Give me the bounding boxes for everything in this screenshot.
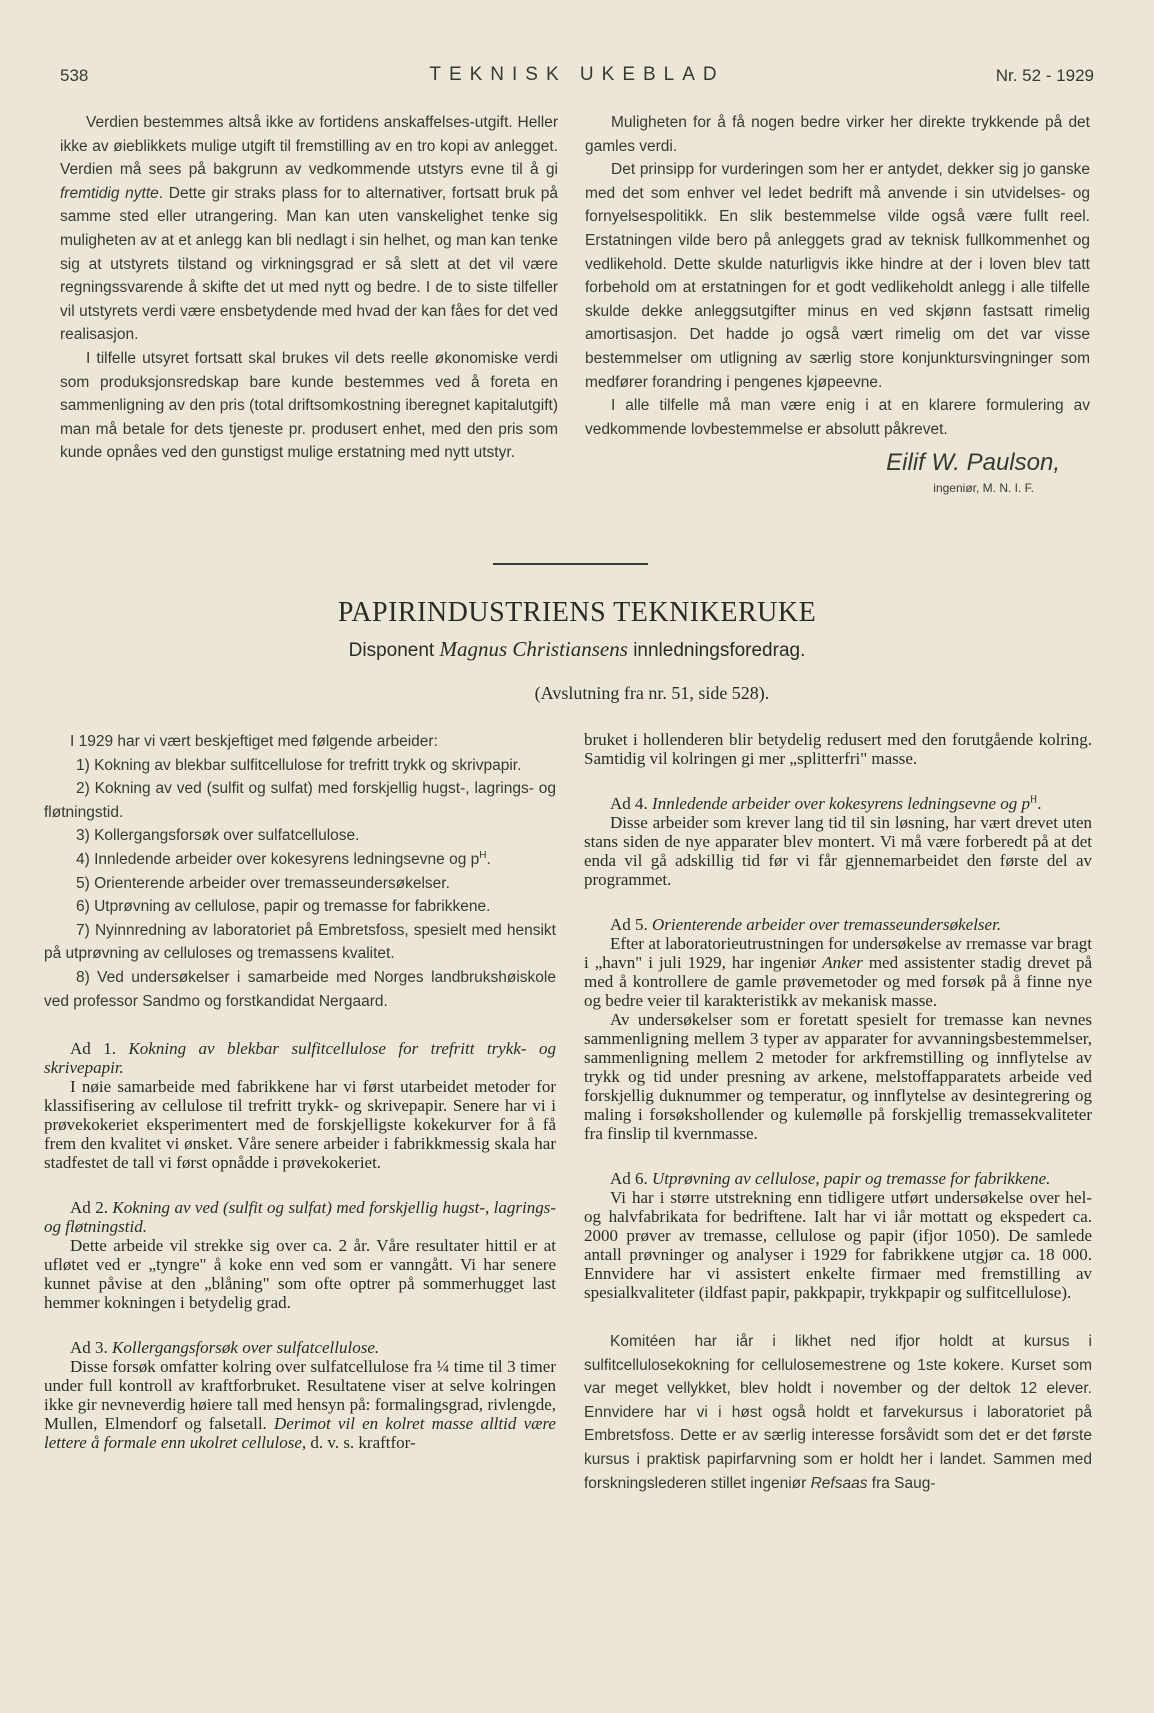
article-left-column [44,730,556,1452]
list-item: 8) Ved undersøkelser i samarbeide med Norges landbrukshøiskole ved professor Sandmo og forstkandidat Nergaard. [44,968,556,1010]
paragraph: Dette arbeide vil strekke sig over ca. 2 år. Våre resultater hittil er at ufløtet ved er „tyngre" å koke enn ved som er vanngått. Vi har senere kunnet påvise at den „blåning" som ofte optrer på sommerhugget last hemmer kokningen i betydelig grad. [44,1236,556,1313]
paragraph: I alle tilfelle må man være enig i at en klarere formulering av vedkommende lovbestemmelse er absolutt påkrevet. [585,397,1090,438]
issue-number: Nr. 52 - 1929 [995,66,1094,85]
page-header [60,66,1094,96]
paragraph: Vi har i større utstrekning enn tidligere utført undersøkelse over hel- og halvfabrikata for bedriftene. Ialt har vi iår mottatt og ekspedert ca. 2000 prøver av tremasse, cellulose og papir (ifjor 1050). De samlede antall prøvninger og analyser i 1929 for fabrikkene utgjør ca. 18 000. Ennvidere har vi assistert enkelte firmaer med fremstilling av spesialkvaliteter (ildfast papir, pakkpapir, trykkpapir og sulfitcellulose). [584,1188,1092,1302]
list-item: 1) Kokning av blekbar sulfitcellulose for trefritt trykk og skrivpapir. [76,756,522,774]
paragraph: Disse arbeider som krever lang tid til sin løsning, har vært drevet uten stans siden de nye apparater blev montert. Vi må være forberedt på at det enda vil gå adskillig tid før vi får gjennemarbeidet den første del av programmet. [584,813,1092,889]
section-divider [493,563,648,565]
section-heading: Ad 6. Utprøvning av cellulose, papir og tremasse for fabrikkene. [610,1169,1051,1188]
previous-article-left-column [60,111,558,465]
paragraph: Komitéen har iår i likhet ned ifjor holdt at kursus i sulfitcellulosekokning for cellulosemestrene og 1ste kokere. Kurset som var meget vellykket, blev holdt i november og der deltok 12 elever. Ennvidere har vi i høst også holdt et farvekursus i laboratoriet på Embretsfoss. Dette er av særlig interesse forsåvidt som det er det første kursus i praktisk papirfarvning som er holdt her i landet. Sammen med forskningslederen stillet ingeniør Refsaas fra Saug- [584,1333,1092,1492]
section-heading: Ad 4. Innledende arbeider over kokesyrens ledningsevne og $p^H$. [610,794,1042,813]
previous-article-right-column [585,111,1090,501]
author-signature: Eilif W. Paulson, [886,449,1060,477]
work-list [44,730,556,1013]
paragraph: Av undersøkelser som er foretatt spesielt for tremasse kan nevnes sammenligning mellem 3 typer av apparater for avvanningsbestemmelser, sammenligning mellem 2 metoder for arkfremstilling og innflytelse av trykk og tid under presning av arkene, melstoffapparatets arbeide ved forskjellig duknummer og temperatur, og innflytelse av desintegrering og maling i forsøkshollender og kulemølle på forskjellig tremassekvaliteter fra finslip til kvernmasse. [584,1010,1092,1143]
list-item: 3) Kollergangsforsøk over sulfatcellulose. [76,827,360,845]
paragraph: Muligheten for å få nogen bedre virker her direkte trykkende på det gamles verdi. [585,114,1090,155]
article-right-column [584,730,1092,1495]
paragraph: bruket i hollenderen blir betydelig redusert med den forutgående kolring. Samtidig vil kolringen gi mer „splitterfri" masse. [584,730,1092,768]
article-title: PAPIRINDUSTRIENS TEKNIKERUKE [337,597,817,628]
list-item: 4) Innledende arbeider over kokesyrens ledningsevne og $p^H$. [76,849,491,868]
section-heading: Ad 3. Kollergangsforsøk over sulfatcellulose. [70,1338,380,1358]
list-item: 2) Kokning av ved (sulfit og sulfat) med forskjellig hugst-, lagrings- og fløtningstid. [44,780,556,821]
committee-paragraph [584,1330,1092,1495]
list-item: 7) Nyinnredning av laboratoriet på Embretsfoss, spesielt med hensikt på utprøvning av celluloses og tremassens kvalitet. [44,921,556,963]
paragraph: I nøie samarbeide med fabrikkene har vi først utarbeidet metoder for klassifisering av cellulose til trefritt trykk- og skrivepapir. Senere har vi i prøvekokeriet eksperimentert med de forskjelligste kokekurver for å få frem den kvalitet vi ønsket. Våre senere arbeider i fabrikkmessig skala har stadfestet de tall vi først opnådde i prøvekokeriet. [44,1077,556,1173]
section-ad3 [44,1338,556,1452]
paragraph: Disse forsøk omfatter kolring over sulfatcellulose fra ¼ time til 3 timer under full kontroll av kraftforbruket. Resultatene viser at selve kolringen ikke gir nevneverdig høiere tall med hensyn på: formalingsgrad, rivlengde, Mullen, Elmendorf og falsetall. Derimot vil en kolret masse alltid være lettere å formale enn ukolret cellulose, d. v. s. kraftfor- [44,1357,556,1453]
article-subtitle: Disponent Magnus Christiansens innledningsforedrag. [348,637,806,661]
list-item: 5) Orienterende arbeider over tremasseundersøkelser. [76,874,450,892]
paragraph: I tilfelle utsyret fortsatt skal brukes vil dets reelle økonomiske verdi som produksjonsredskap bare kunde bestemmes ved å foreta en sammenligning av den pris (total driftsomkostning iberegnet kapitalutgift) man må betale for dets tjeneste pr. produsert enhet, med den pris som kunde opnåes ved den gunstigst mulige erstatning med nytt utstyr. [60,349,558,462]
paragraph: Det prinsipp for vurderingen som her er antydet, dekker sig jo ganske med det som enhver vel ledet bedrift må anvende i sin utvidelses- og fornyelsespolitikk. En slik bestemmelse vilde også være fullt reel. Erstatningen vilde bero på anleggets grad av teknisk fullkommenhet og vedlikehold. Dette skulde naturligvis ikke hindre at der i loven blev tatt forbehold om at erstatningen for et godt vedlikeholdt anlegg i alle tilfelle skulde dekke anleggsutgifter minus en ved skjønn fastsatt rimelig amortisasjon. Det hadde jo også vært rimelig om det var visse bestemmelser om utligning av særlig store konjunktursvingninger som medfører forandring i pengenes kjøpeevne. [585,161,1090,391]
journal-title: TEKNISK UKEBLAD [429,64,725,85]
paragraph: Verdien bestemmes altså ikke av fortidens anskaffelses-utgift. Heller ikke av øieblikkets mulige utgift til fremstilling av en tro kopi av anlegget. Verdien må sees på bakgrunn av vedkommende utstyrs evne til å gi fremtidig nytte. Dette gir straks plass for to alternativer, fortsatt bruk på samme sted eller utrangering. Man kan uten vanskelighet tenke sig muligheten av at et anlegg kan bli nedlagt i sin helhet, og man kan tenke sig at utstyrets tilstand og virkningsgrad er så slett at det vil være regningssvarende å skifte det ut med nytt og bedre. I de to siste tilfeller vil utstyrets verdi være ensbetydende med hvad der kan fåes for det ved realisasjon. [60,114,558,344]
section-heading: Ad 2. Kokning av ved (sulfit og sulfat) med forskjellig hugst-, lagrings- og fløtningstid. [44,1198,557,1237]
section-heading: Ad 1. Kokning av blekbar sulfitcellulose for trefritt trykk- og skrivepapir. [44,1039,556,1078]
list-intro: I 1929 har vi vært beskjeftiget med følgende arbeider: [70,733,438,750]
section-ad1 [44,1039,556,1172]
section-ad5 [584,915,1092,1143]
continuation-note: (Avslutning fra nr. 51, side 528). [534,683,770,703]
section-ad2 [44,1198,556,1312]
paragraph: Efter at laboratorieutrustningen for undersøkelse av rremasse var bragt i „havn" i juli 1929, har ingeniør Anker med assistenter stadig drevet på med å kontrollere de gamle prøvemetoder og med forsøk på å finne nye og bedre veier til karakteristikk av mekanisk masse. [584,934,1092,1010]
section-heading: Ad 5. Orienterende arbeider over tremasseundersøkelser. [610,915,1002,934]
section-ad4 [584,794,1092,889]
author-title: ingeniør, M. N. I. F. [933,480,1034,495]
section-ad6 [584,1169,1092,1302]
list-item: 6) Utprøvning av cellulose, papir og tremasse for fabrikkene. [76,898,491,916]
page-number: 538 [60,66,89,85]
